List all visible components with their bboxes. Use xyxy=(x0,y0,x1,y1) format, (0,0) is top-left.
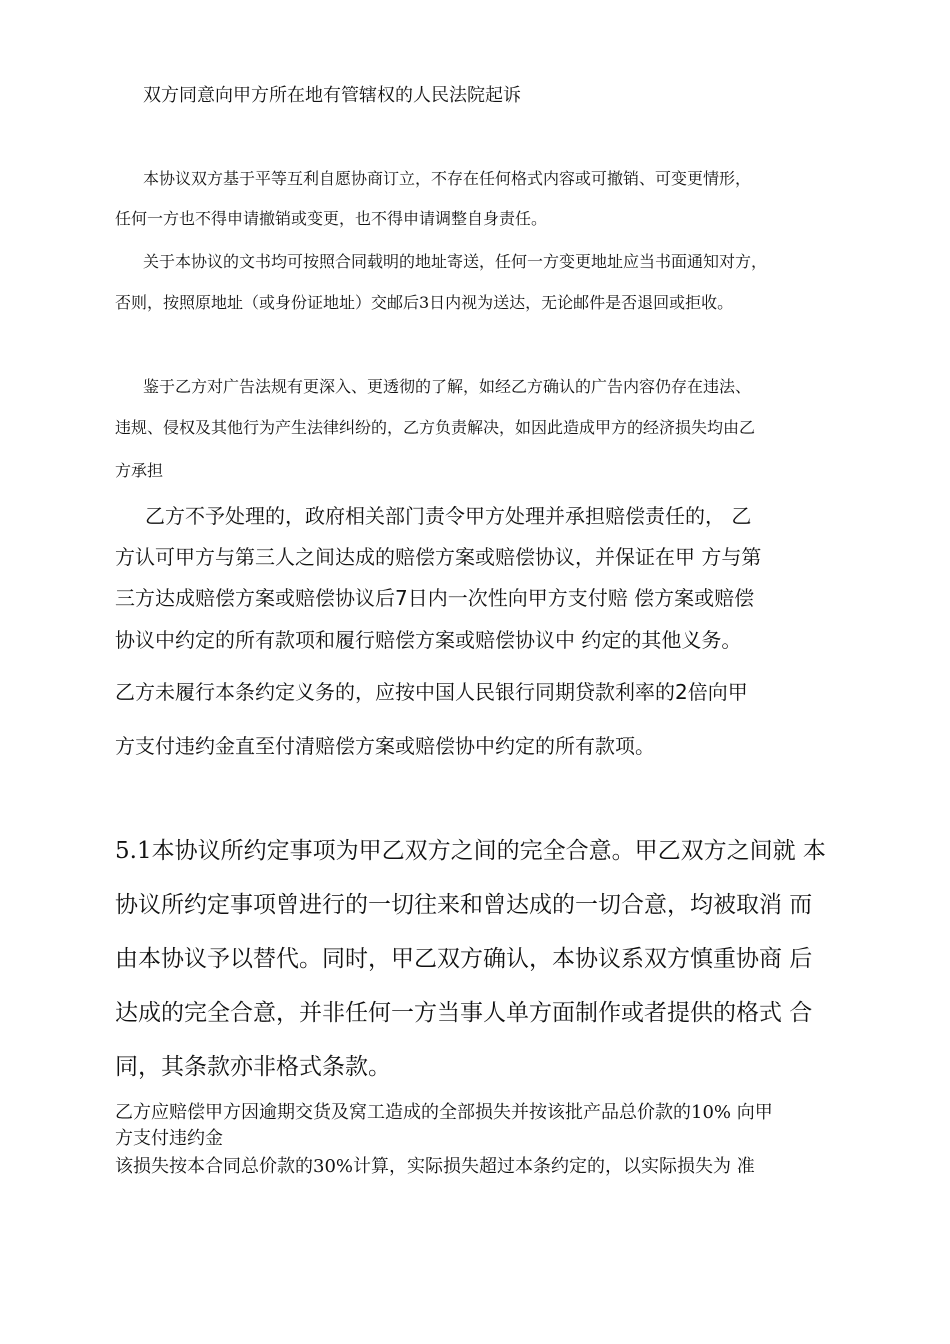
paragraph-4-line-2: 违规、侵权及其他行为产生法律纠纷的，乙方负责解决，如因此造成甲方的经济损失均由乙 xyxy=(115,418,756,437)
paragraph-5-line-3: 三方达成赔偿方案或赔偿协议后7日内一次性向甲方支付赔 偿方案或赔偿 xyxy=(115,586,755,610)
paragraph-2-line-2: 任何一方也不得申请撤销或变更，也不得申请调整自身责任。 xyxy=(115,209,548,228)
paragraph-5-line-2: 方认可甲方与第三人之间达成的赔偿方案或赔偿协议，并保证在甲 方与第 xyxy=(115,545,762,569)
paragraph-6-line-1: 5.1本协议所约定事项为甲乙双方之间的完全合意。甲乙双方之间就 本 xyxy=(115,838,826,864)
paragraph-6-line-4: 达成的完全合意，并非任何一方当事人单方面制作或者提供的格式 合 xyxy=(115,1000,813,1026)
paragraph-3-line-1: 关于本协议的文书均可按照合同载明的地址寄送，任何一方变更地址应当书面通知对方， xyxy=(143,252,768,271)
paragraph-6-line-3: 由本协议予以替代。同时，甲乙双方确认，本协议系双方慎重协商 后 xyxy=(115,946,813,972)
paragraph-6-line-5: 同，其条款亦非格式条款。 xyxy=(115,1054,391,1080)
paragraph-1-line-1: 双方同意向甲方所在地有管辖权的人民法院起诉 xyxy=(143,85,521,106)
paragraph-3-line-2: 否则，按照原地址（或身份证地址）交邮后3日内视为送达，无论邮件是否退回或拒收。 xyxy=(115,293,734,312)
paragraph-4-line-3: 方承担 xyxy=(115,461,164,480)
paragraph-5-line-1: 乙方不予处理的，政府相关部门责令甲方处理并承担赔偿责任的， 乙 xyxy=(145,504,752,528)
paragraph-5-line-4: 协议中约定的所有款项和履行赔偿方案或赔偿协议中 约定的其他义务。 xyxy=(115,628,742,652)
paragraph-5-line-5: 乙方未履行本条约定义务的，应按中国人民银行同期贷款利率的2倍向甲 xyxy=(115,680,748,704)
paragraph-6-line-2: 协议所约定事项曾进行的一切往来和曾达成的一切合意，均被取消 而 xyxy=(115,892,813,918)
paragraph-2-line-1: 本协议双方基于平等互利自愿协商订立，不存在任何格式内容或可撤销、可变更情形， xyxy=(143,169,752,188)
paragraph-7-line-2: 方支付违约金 xyxy=(115,1128,223,1149)
paragraph-7-line-3: 该损失按本合同总价款的30%计算，实际损失超过本条约定的，以实际损失为 准 xyxy=(115,1156,755,1177)
paragraph-7-line-1: 乙方应赔偿甲方因逾期交货及窝工造成的全部损失并按该批产品总价款的10% 向甲 xyxy=(115,1102,773,1123)
paragraph-5-line-6: 方支付违约金直至付清赔偿方案或赔偿协中约定的所有款项。 xyxy=(115,734,655,758)
paragraph-4-line-1: 鉴于乙方对广告法规有更深入、更透彻的了解，如经乙方确认的广告内容仍存在违法、 xyxy=(143,377,752,396)
